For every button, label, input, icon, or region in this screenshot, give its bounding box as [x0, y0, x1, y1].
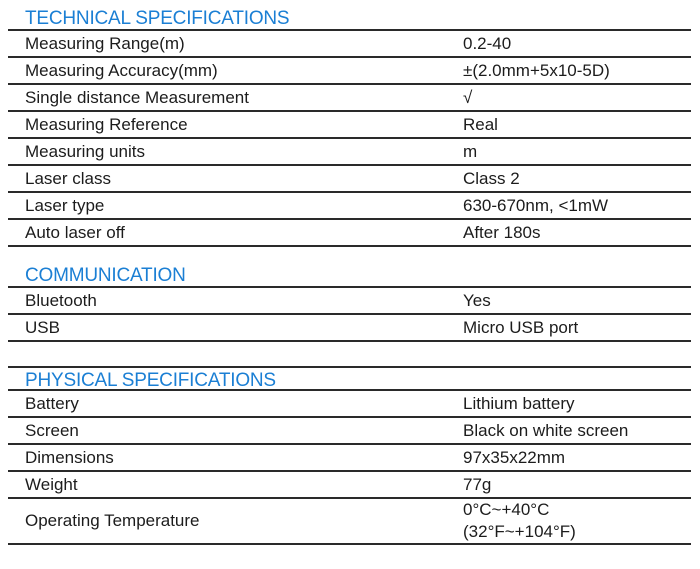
- spec-value: Micro USB port: [463, 317, 579, 337]
- spec-row-measuring-accuracy: [8, 58, 691, 85]
- spec-label: Laser class: [25, 168, 111, 188]
- spec-label: Screen: [25, 420, 79, 440]
- section-title-technical-specifications: TECHNICAL SPECIFICATIONS: [8, 6, 691, 31]
- spec-value-checkmark: √: [463, 87, 473, 107]
- spec-value: Class 2: [463, 168, 520, 188]
- spec-value: Yes: [463, 290, 491, 310]
- spec-value: m: [463, 141, 478, 161]
- spec-row-bluetooth: [8, 288, 691, 315]
- spec-value: Real: [463, 114, 498, 134]
- spec-row-measuring-units: [8, 139, 691, 166]
- spec-row-battery: [8, 391, 691, 418]
- spec-row-auto-laser-off: [8, 220, 691, 247]
- spec-label: Weight: [25, 474, 78, 494]
- spec-label: Measuring units: [25, 141, 146, 161]
- spec-label: Measuring Reference: [25, 114, 188, 134]
- spec-row-laser-class: [8, 166, 691, 193]
- spec-row-dimensions: [8, 445, 691, 472]
- spec-value: 0.2-40: [463, 33, 512, 53]
- spec-value: Black on white screen: [463, 420, 629, 440]
- section-title-physical-specifications: PHYSICAL SPECIFICATIONS: [8, 366, 691, 391]
- spec-label: USB: [25, 317, 60, 337]
- spec-label: Bluetooth: [25, 290, 97, 310]
- spec-label: Auto laser off: [25, 222, 125, 242]
- spec-label: Laser type: [25, 195, 105, 215]
- spec-label: Measuring Range(m): [25, 33, 185, 53]
- spec-label: Single distance Measurement: [25, 87, 249, 107]
- spec-row-measuring-reference: [8, 112, 691, 139]
- spec-value: ±(2.0mm+5x10-5D): [463, 60, 610, 80]
- spec-label: Dimensions: [25, 447, 114, 467]
- spec-value-line-fahrenheit: (32°F~+104°F): [463, 522, 576, 541]
- spec-value: Lithium battery: [463, 393, 575, 413]
- spec-label: Battery: [25, 393, 79, 413]
- spec-value-line-celsius: 0°C~+40°C: [463, 500, 550, 519]
- spec-value: 77g: [463, 474, 492, 494]
- spec-row-weight: [8, 472, 691, 499]
- section-technical-specifications: [8, 6, 691, 247]
- spec-row-operating-temperature: [8, 499, 691, 545]
- spec-row-usb: [8, 315, 691, 342]
- section-physical-specifications: [8, 366, 691, 545]
- spec-table: [8, 6, 691, 545]
- spec-label: Measuring Accuracy(mm): [25, 60, 218, 80]
- section-title-communication: COMMUNICATION: [8, 263, 691, 288]
- section-communication: [8, 263, 691, 342]
- spec-value: 630-670nm, <1mW: [463, 195, 609, 215]
- spec-row-measuring-range: [8, 31, 691, 58]
- spec-value: 97x35x22mm: [463, 447, 566, 467]
- spec-row-screen: [8, 418, 691, 445]
- spec-label: Operating Temperature: [25, 511, 200, 530]
- spec-row-single-distance-measurement: [8, 85, 691, 112]
- spec-row-laser-type: [8, 193, 691, 220]
- spec-value: After 180s: [463, 222, 541, 242]
- spec-value: [463, 499, 691, 543]
